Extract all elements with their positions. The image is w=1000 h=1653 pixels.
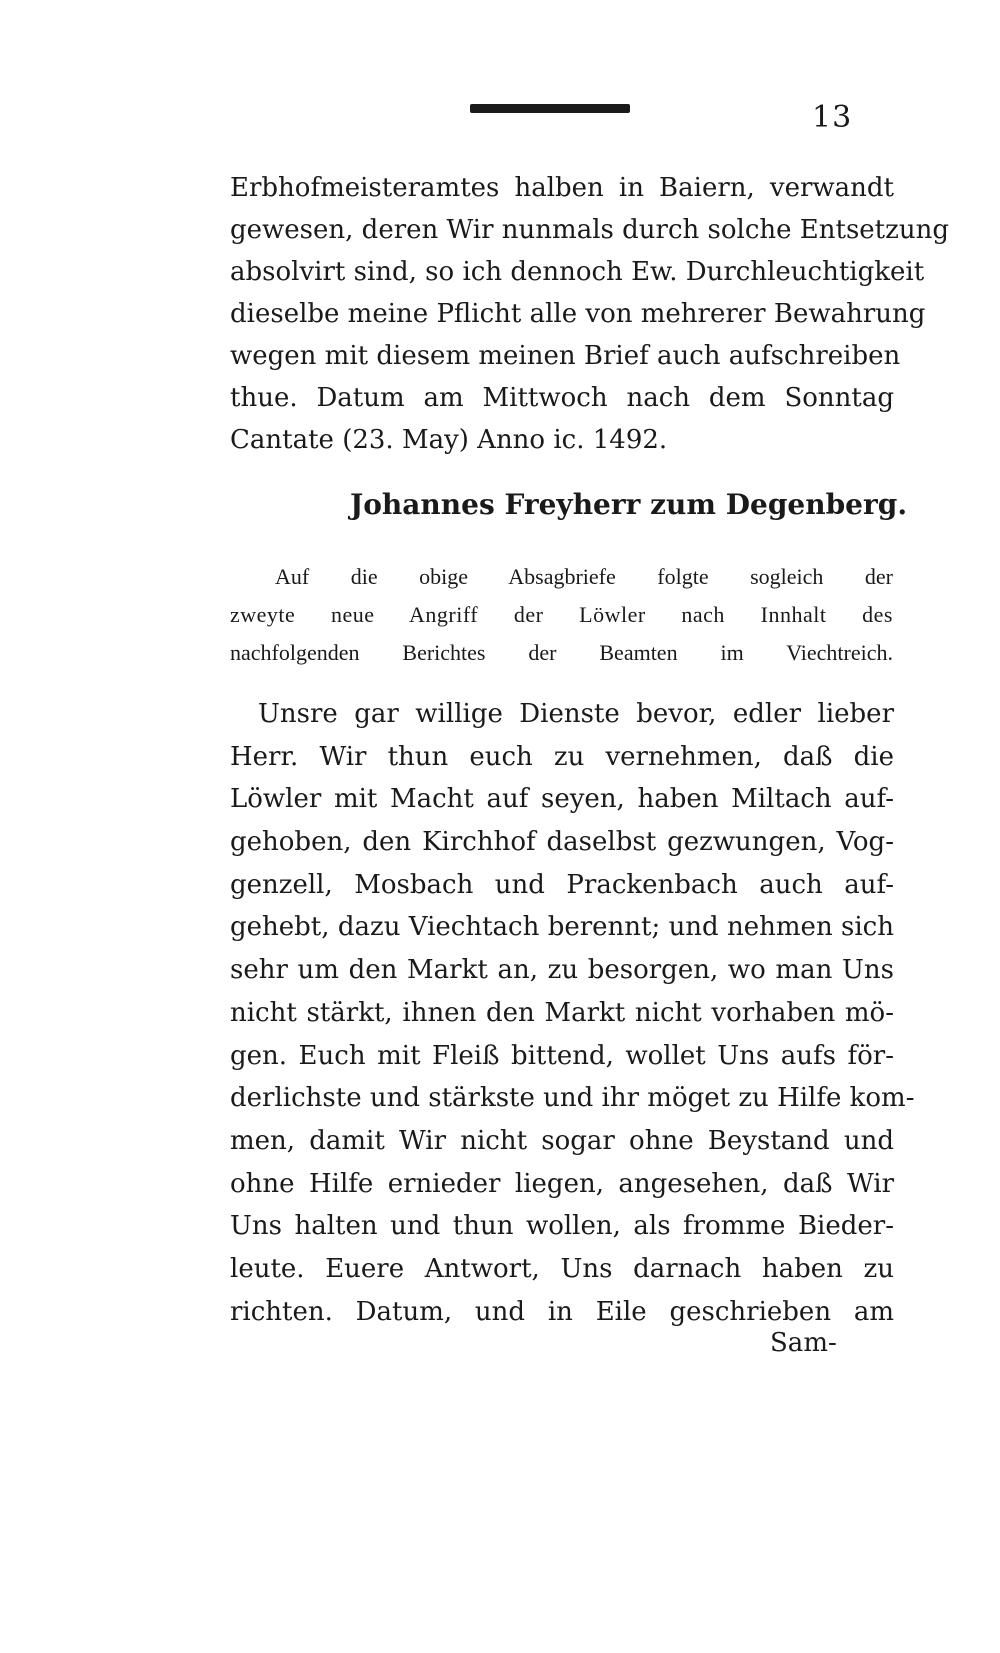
- text-line: zweyte neue Angriff der Löwler nach Innhalt des: [230, 602, 893, 627]
- text-line: nachfolgenden Berichtes der Beamten im Viechtreich.: [230, 640, 893, 665]
- text-line: nicht stärkt, ihnen den Markt nicht vorhaben mö-: [230, 997, 894, 1028]
- text-line: thue. Datum am Mittwoch nach dem Sonntag: [230, 383, 894, 413]
- text-line: wegen mit diesem meinen Brief auch aufschreiben: [230, 341, 901, 371]
- text-line: richten. Datum, und in Eile geschrieben am: [230, 1296, 894, 1327]
- text-line: Erbhofmeisteramtes halben in Baiern, verwandt: [230, 173, 894, 203]
- text-line: Uns halten und thun wollen, als fromme Bieder-: [230, 1211, 894, 1242]
- catchword: Sam-: [770, 1328, 837, 1358]
- text-line: derlichste und stärkste und ihr möget zu Hilfe kom-: [230, 1083, 915, 1114]
- text-line: men, damit Wir nicht sogar ohne Beystand und: [230, 1125, 894, 1156]
- text-line: Löwler mit Macht auf seyen, haben Miltach auf-: [230, 784, 894, 815]
- text-line: absolvirt sind, so ich dennoch Ew. Durchleuchtigkeit: [230, 257, 925, 287]
- text-line: genzell, Mosbach und Prackenbach auch auf-: [230, 869, 894, 900]
- page-number: 13: [812, 100, 853, 135]
- text-line: gehoben, den Kirchhof daselbst gezwungen, Vog-: [230, 827, 894, 858]
- text-line: leute. Euere Antwort, Uns darnach haben zu: [230, 1253, 894, 1284]
- text-line: Unsre gar willige Dienste bevor, edler lieber: [258, 699, 894, 729]
- text-line: Cantate (23. May) Anno ic. 1492.: [230, 425, 668, 455]
- text-line: gewesen, deren Wir nunmals durch solche Entsetzung: [230, 215, 949, 245]
- text-line: Auf die obige Absagbriefe folgte sogleich der: [275, 564, 893, 589]
- text-line: Herr. Wir thun euch zu vernehmen, daß die: [230, 741, 894, 772]
- text-line: ohne Hilfe ernieder liegen, angesehen, daß Wir: [230, 1168, 894, 1199]
- signature: Johannes Freyherr zum Degenberg.: [350, 488, 908, 521]
- header-rule: [470, 104, 630, 113]
- text-line: gehebt, dazu Viechtach berennt; und nehmen sich: [230, 912, 894, 943]
- text-line: dieselbe meine Pflicht alle von mehrerer Bewahrung: [230, 299, 926, 329]
- text-line: gen. Euch mit Fleiß bittend, wollet Uns aufs för-: [230, 1040, 894, 1071]
- letter-paragraph: [230, 693, 915, 1333]
- closing-paragraph: [230, 167, 949, 461]
- text-line: sehr um den Markt an, zu besorgen, wo man Uns: [230, 955, 894, 986]
- intro-paragraph: [230, 558, 893, 672]
